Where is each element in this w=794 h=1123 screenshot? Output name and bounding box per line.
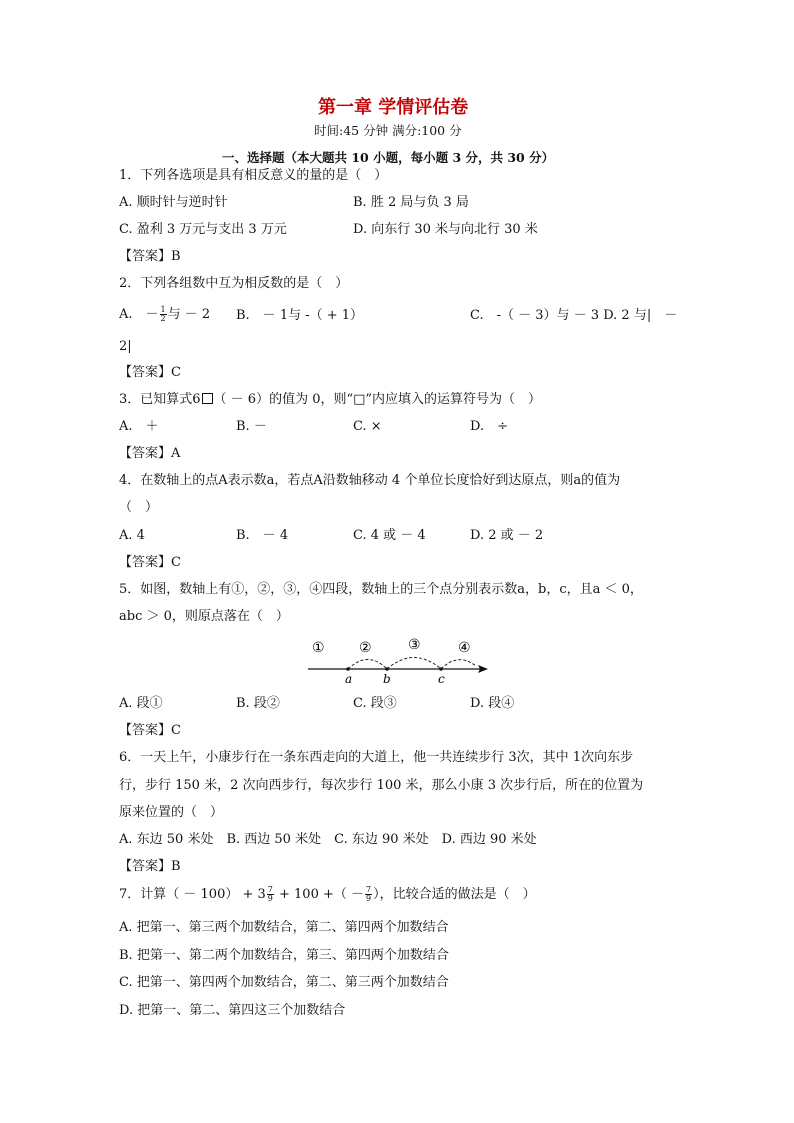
q2-stem: 2．下列各组数中互为相反数的是（ ） [119, 276, 349, 291]
q7-stem-middle: + 100 +（ － [274, 887, 365, 902]
q4-answer: 【答案】C [119, 555, 181, 570]
segment-label-2: ② [359, 640, 372, 656]
q3-answer: 【答案】A [119, 446, 181, 461]
q5-option-c: C. 段③ [353, 696, 397, 711]
q4-option-b: B. － 4 [236, 528, 289, 543]
q5-option-b: B. 段② [236, 696, 280, 711]
q2-option-c: C. -（ － 3）与 － 3 D. 2 与| － [470, 308, 678, 323]
point-b [385, 667, 389, 671]
q1-stem: 1．下列各选项是具有相反意义的量的是（ ） [119, 168, 388, 183]
q7-mixed-denominator: 9 [267, 894, 273, 903]
number-line-figure [300, 632, 495, 688]
q7-stem-prefix: 7．计算（ － 100） + 3 [119, 887, 266, 902]
point-a [346, 667, 350, 671]
q2-a-fraction [160, 306, 167, 323]
q1-option-c: C. 盈利 3 万元与支出 3 万元 [119, 222, 287, 237]
q4-option-c: C. 4 或 － 4 [353, 528, 426, 543]
q5-stem: 5．如图，数轴上有①，②，③，④四段，数轴上的三个点分别表示数a，b，c，且a ＜ 0， [119, 582, 643, 597]
q7-option-d: D. 把第一、第二、第四这三个加数结合 [119, 1003, 346, 1018]
q2-a-numerator: 1 [160, 305, 166, 314]
page-subtitle: 时间:45 分钟 满分:100 分 [314, 123, 462, 138]
section-heading: 一、选择题（本大题共 10 小题，每小题 3 分，共 30 分） [222, 150, 555, 165]
q3-stem [119, 392, 541, 408]
q7-mixed-numerator: 7 [267, 885, 273, 894]
segment-arc-3 [387, 658, 441, 670]
point-c [439, 667, 443, 671]
page-title: 第一章 学情评估卷 [318, 97, 469, 118]
q1-option-d: D. 向东行 30 米与向北行 30 米 [353, 222, 538, 237]
segment-label-4: ④ [458, 640, 471, 656]
q4-stem: 4．在数轴上的点A表示数a，若点A沿数轴移动 4 个单位长度恰好到达原点，则a的值为 [119, 473, 621, 488]
q6-line-1: 6．一天上午，小康步行在一条东西走向的大道上，他一共连续步行 3次，其中 1次向东步 [119, 750, 634, 765]
q2-answer: 【答案】C [119, 365, 181, 380]
q5-answer: 【答案】C [119, 723, 181, 738]
q6-options: A. 东边 50 米处 B. 西边 50 米处 C. 东边 90 米处 D. 西边 90 米处 [119, 832, 537, 847]
q4-option-a: A. 4 [119, 528, 145, 543]
q2-a-suffix: 与 － 2 [167, 307, 211, 322]
q6-answer: 【答案】B [119, 859, 181, 874]
q6-line-2: 行，步行 150 米，2 次向西步行，每次步行 100 米，那么小康 3 次步行后，所在的位置为 [119, 778, 644, 793]
box-icon [202, 393, 213, 404]
segment-arc-2 [348, 660, 387, 670]
segment-label-1: ① [312, 640, 325, 656]
q7-mixed-fraction [267, 886, 274, 903]
q2-a-prefix: A. － [119, 307, 159, 322]
segment-arc-4 [441, 660, 476, 669]
q3-option-b: B. － [236, 419, 267, 434]
q4-option-d: D. 2 或 － 2 [470, 528, 544, 543]
q7-option-b: B. 把第一、第二两个加数结合，第三、第四两个加数结合 [119, 948, 449, 963]
point-label-c: c [438, 672, 445, 686]
q3-option-c: C. × [353, 419, 382, 434]
q1-option-a: A. 顺时针与逆时针 [119, 195, 228, 210]
q1-option-b: B. 胜 2 局与负 3 局 [353, 195, 469, 210]
q5-option-a: A. 段① [119, 696, 163, 711]
q7-stem [119, 886, 536, 903]
point-label-a: a [345, 672, 353, 686]
q2-continuation: 2| [119, 339, 132, 354]
q2-a-denominator: 2 [160, 314, 166, 323]
q4-continuation: （ ） [119, 500, 159, 515]
q3-option-d: D. ÷ [470, 419, 508, 434]
q3-option-a: A. ＋ [119, 419, 159, 434]
q1-answer: 【答案】B [119, 249, 181, 264]
q7-numerator: 7 [366, 885, 372, 894]
q5-option-d: D. 段④ [470, 696, 515, 711]
q7-stem-suffix: ），比较合适的做法是（ ） [373, 887, 536, 902]
q7-option-a: A. 把第一、第三两个加数结合，第二、第四两个加数结合 [119, 920, 449, 935]
q2-option-b: B. － 1与 -（ + 1） [236, 308, 364, 323]
q2-option-a [119, 306, 210, 323]
q7-fraction [365, 886, 372, 903]
q3-stem-suffix: （ － 6）的值为 0，则“□”内应填入的运算符号为（ ） [213, 392, 542, 407]
q7-option-c: C. 把第一、第四两个加数结合，第二、第三两个加数结合 [119, 975, 449, 990]
q6-line-3: 原来位置的（ ） [119, 805, 224, 820]
segment-label-3: ③ [408, 637, 421, 653]
q3-stem-prefix: 3．已知算式6 [119, 392, 201, 407]
q5-continuation: abc ＞ 0，则原点落在（ ） [119, 609, 289, 624]
point-label-b: b [383, 672, 391, 686]
q7-denominator: 9 [366, 894, 372, 903]
